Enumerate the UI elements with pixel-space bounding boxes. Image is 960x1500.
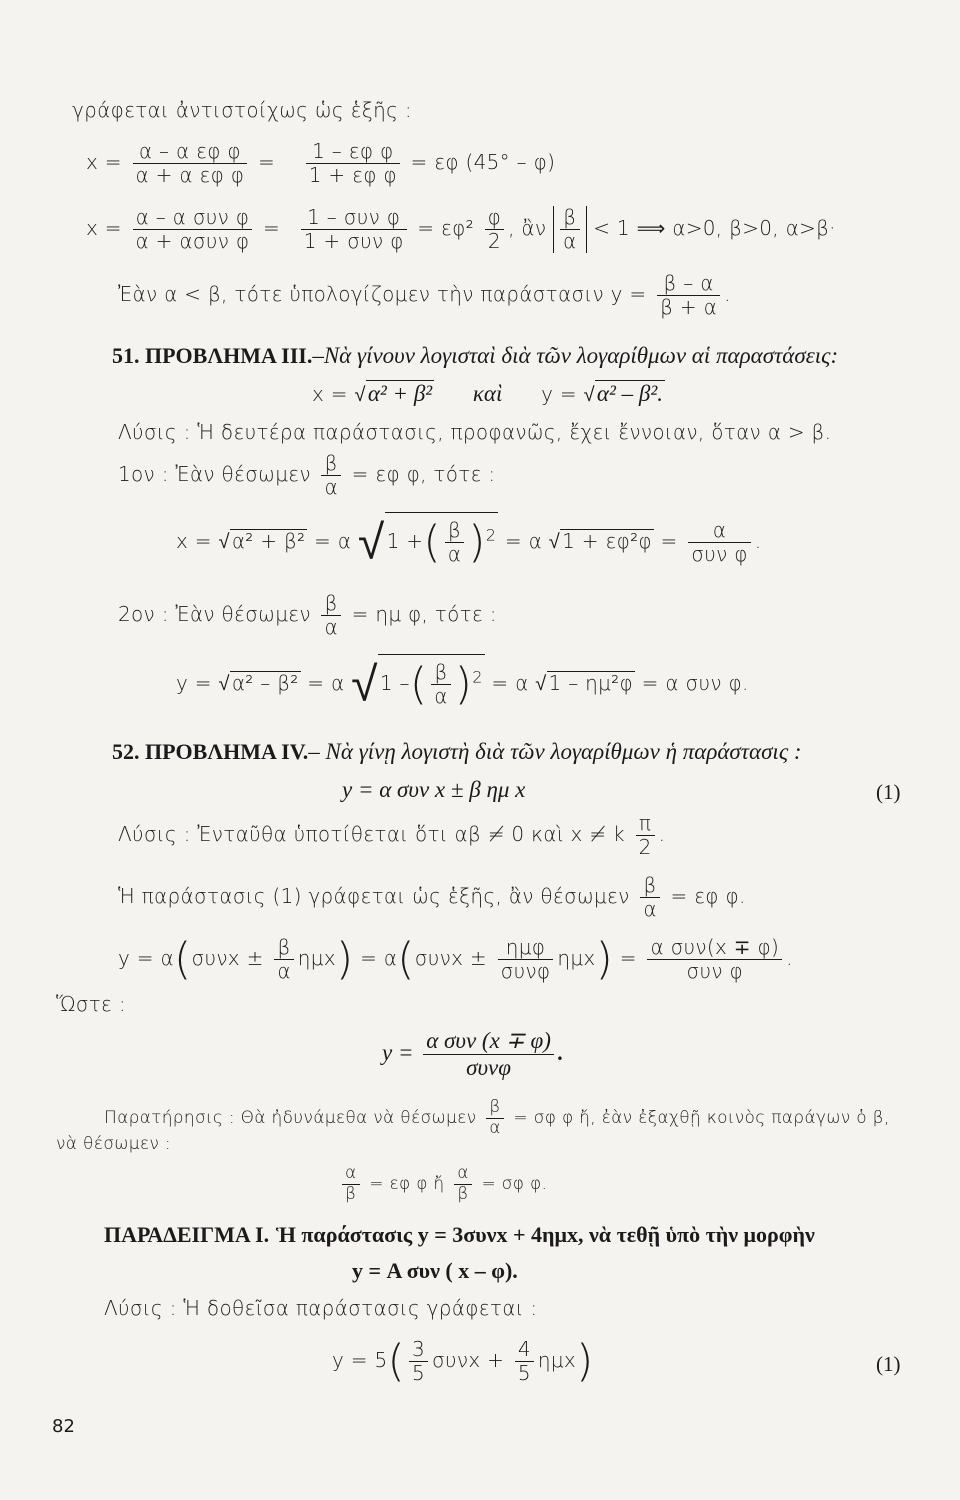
text: Λύσις : Ἐνταῦθα ὑποτίθεται ὅτι αβ ≠ 0 καὶ x ≠ k xyxy=(118,822,625,846)
absolute-value xyxy=(553,206,586,253)
example-target-form xyxy=(352,1258,518,1284)
eq-lhs: x = xyxy=(86,216,122,240)
text: νὰ θέσωμεν : xyxy=(56,1134,171,1154)
punct: . xyxy=(724,282,731,306)
equals: = xyxy=(263,216,281,240)
fraction xyxy=(640,874,659,921)
problem-52-heading xyxy=(112,738,802,766)
eq-lhs: x = xyxy=(86,150,122,174)
fraction xyxy=(498,936,554,983)
text: Λύσις : Ἡ δευτέρα παράστασις, προφανῶς, ἔχει ἔννοιαν, ὅταν α > β. xyxy=(118,420,832,444)
numerator: β xyxy=(486,1098,504,1119)
problem-51-expressions xyxy=(312,380,665,408)
eq-lhs: y = α xyxy=(118,946,174,970)
text: ημx xyxy=(537,1348,577,1372)
conjunction: καὶ xyxy=(472,381,503,406)
eq-rhs: < 1 ⟹ α>0, β>0, α>β· xyxy=(593,216,836,240)
fraction xyxy=(133,140,248,187)
text: συνx + xyxy=(432,1348,505,1372)
radical-sign: √ xyxy=(218,529,230,553)
numerator: 3 xyxy=(409,1338,428,1362)
paren: ( xyxy=(387,1335,406,1387)
text: Λύσις : Ἡ δοθεῖσα παράστασις γράφεται : xyxy=(104,1296,538,1320)
eq-lhs: y = xyxy=(176,671,212,695)
denominator: α xyxy=(489,1117,501,1138)
numerator: α – α συν φ xyxy=(133,206,253,230)
problem-51-heading xyxy=(112,342,838,370)
fraction xyxy=(454,1164,472,1204)
denominator: α xyxy=(447,542,462,566)
radicand xyxy=(385,512,499,566)
text: ημx xyxy=(297,946,336,970)
numerator: β xyxy=(321,592,340,616)
text: = εφ φ, τότε : xyxy=(351,462,496,486)
fraction xyxy=(485,206,505,253)
radical-sign: √ xyxy=(357,514,385,571)
paren: ( xyxy=(409,658,428,710)
denominator: α + α εφ φ xyxy=(135,163,245,187)
problem-number: 52. ΠΡΟΒΛΗΜΑ ΙV. xyxy=(112,739,309,764)
fraction xyxy=(560,206,579,253)
text: 1 + xyxy=(386,529,424,553)
eq-lhs: y = 5 xyxy=(332,1348,388,1372)
eq-mid: = α xyxy=(360,946,398,970)
denominator: 5 xyxy=(517,1361,531,1385)
denominator: α + ασυν φ xyxy=(135,229,250,253)
tag: (1) xyxy=(876,780,901,804)
equation-cos xyxy=(86,206,836,253)
equals: = xyxy=(257,150,276,174)
eq-rhs: = εφ (45° – φ) xyxy=(410,150,556,174)
eq-mid: = α xyxy=(314,529,352,553)
denominator: β + α xyxy=(660,295,718,319)
result-equation xyxy=(382,1028,563,1082)
example-number: ΠΑΡΑΔΕΙΓΜΑ Ι. xyxy=(104,1222,270,1247)
remark-line xyxy=(104,1098,890,1138)
remark-line-2 xyxy=(56,1134,171,1154)
punct: . xyxy=(658,822,666,846)
eq-mid: = α xyxy=(491,671,529,695)
denominator: 1 + συν φ xyxy=(303,229,404,253)
fraction xyxy=(515,1338,534,1385)
numerator: ημφ xyxy=(498,936,554,960)
radicand: α² + β² xyxy=(367,381,433,406)
numerator: α συν (x ∓ φ) xyxy=(423,1028,554,1055)
paren: ) xyxy=(595,933,614,985)
numerator: β xyxy=(640,874,659,898)
radicand: 1 + εφ²φ xyxy=(562,529,652,553)
fraction xyxy=(647,936,782,983)
text: = σφ φ ἤ, ἐὰν ἐξαχθῇ κοινὸς παράγων ὁ β, xyxy=(513,1108,890,1129)
radical-sign: √ xyxy=(535,671,547,695)
text: = εφ φ. xyxy=(670,884,746,908)
punct: . xyxy=(557,1040,564,1066)
fraction xyxy=(274,936,293,983)
radicand: α² – β² xyxy=(231,671,299,695)
case-two-line xyxy=(118,592,497,639)
fraction xyxy=(423,1028,554,1082)
radicand: 1 – ημ²φ xyxy=(548,671,633,695)
eq-lhs: y = xyxy=(382,1040,414,1066)
denominator: α xyxy=(324,615,338,639)
text: = σφ φ. xyxy=(481,1174,548,1195)
eq-lhs: x = xyxy=(312,382,348,406)
denominator: 2 xyxy=(638,835,652,859)
expression: y = Α συν ( x – φ). xyxy=(352,1258,518,1283)
fraction xyxy=(445,519,464,566)
example-heading xyxy=(104,1222,815,1248)
exponent: 2 xyxy=(485,525,497,545)
therefore-label xyxy=(56,992,126,1016)
text: Ἐὰν α < β, τότε ὑπολογίζομεν τὴν παράστασιν y = xyxy=(118,282,647,306)
eq-mid: = α xyxy=(307,671,345,695)
denominator: β xyxy=(345,1183,357,1204)
denominator: α xyxy=(563,229,577,253)
fraction xyxy=(133,206,253,253)
text: συνx ± xyxy=(191,946,264,970)
numerator: β xyxy=(321,452,340,476)
fraction xyxy=(306,140,400,187)
denominator: 2 xyxy=(487,229,501,253)
radicand: α² + β² xyxy=(231,529,306,553)
fraction xyxy=(636,812,655,859)
intro-line xyxy=(72,98,412,122)
case-one-equation xyxy=(176,512,762,571)
numerator: α xyxy=(342,1164,360,1185)
solution-line xyxy=(118,812,665,859)
denominator: β xyxy=(457,1183,469,1204)
numerator: 1 – συν φ xyxy=(301,206,407,230)
numerator: β xyxy=(274,936,293,960)
final-equation xyxy=(332,1335,594,1387)
text: 1 – xyxy=(379,671,410,695)
equals: = xyxy=(660,529,678,553)
eq-lhs: y = xyxy=(541,382,577,406)
text: Ἡ παράστασις (1) γράφεται ὡς ἑξῆς, ἂν θέσωμεν xyxy=(118,884,630,908)
case-line xyxy=(118,272,731,319)
numerator: α – α εφ φ xyxy=(133,140,248,164)
remark-formulas xyxy=(338,1164,547,1204)
numerator: π xyxy=(636,812,655,836)
problem-number: 51. ΠΡΟΒΛΗΜΑ ΙΙΙ. xyxy=(112,343,313,368)
paren: ) xyxy=(576,1335,594,1387)
denominator: συνφ xyxy=(500,959,551,983)
fraction xyxy=(321,592,340,639)
numerator: 4 xyxy=(515,1338,534,1362)
paren: ) xyxy=(454,658,473,710)
eq-mid: = εφ² xyxy=(417,216,481,240)
denominator: συν φ xyxy=(686,959,744,983)
page-number: 82 xyxy=(52,1416,75,1437)
numerator: α xyxy=(688,519,750,543)
fraction xyxy=(342,1164,360,1204)
radical-sign: √ xyxy=(351,656,378,713)
fraction xyxy=(409,1338,428,1385)
paren: ( xyxy=(174,933,192,985)
solution-line xyxy=(104,1296,537,1320)
radicand: α² – β². xyxy=(596,381,663,406)
numerator: β – α xyxy=(657,272,720,296)
radicand xyxy=(378,654,485,708)
condition-word: , ἂν xyxy=(508,216,547,240)
problem-52-expression xyxy=(342,776,525,804)
equals: = xyxy=(619,946,637,970)
denominator: συν φ xyxy=(691,542,748,566)
fraction xyxy=(431,661,450,708)
paren: ( xyxy=(397,933,415,985)
paren: ) xyxy=(468,516,486,568)
radical-sign: √ xyxy=(218,671,230,695)
paren: ) xyxy=(335,933,354,985)
radical-sign: √ xyxy=(354,382,366,406)
fraction xyxy=(301,206,407,253)
text: γράφεται ἀντιστοίχως ὡς ἑξῆς : xyxy=(72,98,412,122)
text: συνx ± xyxy=(414,946,487,970)
eq-lhs: x = xyxy=(176,529,212,553)
numerator: α xyxy=(454,1164,472,1185)
text: 2ον : Ἐὰν θέσωμεν xyxy=(118,602,311,626)
expression: y = α συν x ± β ημ x xyxy=(342,777,526,802)
punct: . xyxy=(754,529,762,553)
solution-line xyxy=(118,420,831,444)
fraction xyxy=(688,519,750,566)
numerator: φ xyxy=(485,206,505,230)
text: = ημ φ, τότε : xyxy=(351,602,497,626)
denominator: 5 xyxy=(412,1361,426,1385)
paren: ( xyxy=(423,516,441,568)
equation-tag xyxy=(876,780,901,805)
fraction xyxy=(657,272,720,319)
radical-sign: √ xyxy=(583,382,595,406)
fraction xyxy=(321,452,340,499)
expansion-equation xyxy=(118,933,793,985)
numerator: α συν(x ∓ φ) xyxy=(647,936,782,960)
rewrite-line xyxy=(118,874,746,921)
numerator: β xyxy=(431,661,450,685)
problem-statement: –Νὰ γίνουν λογισταὶ διὰ τῶν λογαρίθμων αἱ παραστάσεις: xyxy=(312,343,839,368)
numerator: β xyxy=(560,206,579,230)
fraction xyxy=(486,1098,504,1138)
equation-tan xyxy=(86,140,555,187)
tag: (1) xyxy=(876,1352,901,1376)
denominator: α xyxy=(643,897,657,921)
radical-sign: √ xyxy=(548,529,561,553)
denominator: α xyxy=(277,959,291,983)
text: Ὥστε : xyxy=(56,992,126,1016)
equation-tag xyxy=(876,1352,901,1377)
text: ημx xyxy=(557,946,596,970)
numerator: β xyxy=(445,519,464,543)
denominator: α xyxy=(434,684,448,708)
example-statement: Ἡ παράστασις y = 3συνx + 4ημx, νὰ τεθῇ ὑπὸ τὴν μορφὴν xyxy=(275,1222,815,1247)
denominator: α xyxy=(324,475,338,499)
exponent: 2 xyxy=(472,667,483,687)
problem-statement: – Νὰ γίνῃ λογιστὴ διὰ τῶν λογαρίθμων ἡ παράστασις : xyxy=(308,739,802,764)
text: 1ον : Ἐὰν θέσωμεν xyxy=(118,462,311,486)
text: = εφ φ ἤ xyxy=(369,1174,445,1195)
eq-mid: = α xyxy=(504,529,543,553)
punct: . xyxy=(786,946,793,970)
denominator: 1 + εφ φ xyxy=(308,163,397,187)
case-two-equation xyxy=(176,654,749,713)
case-one-line xyxy=(118,452,495,499)
numerator: 1 – εφ φ xyxy=(306,140,400,164)
text: Παρατήρησις : Θὰ ἠδυνάμεθα νὰ θέσωμεν xyxy=(104,1108,477,1129)
denominator: συνφ xyxy=(466,1055,511,1081)
eq-rhs: = α συν φ. xyxy=(641,671,749,695)
